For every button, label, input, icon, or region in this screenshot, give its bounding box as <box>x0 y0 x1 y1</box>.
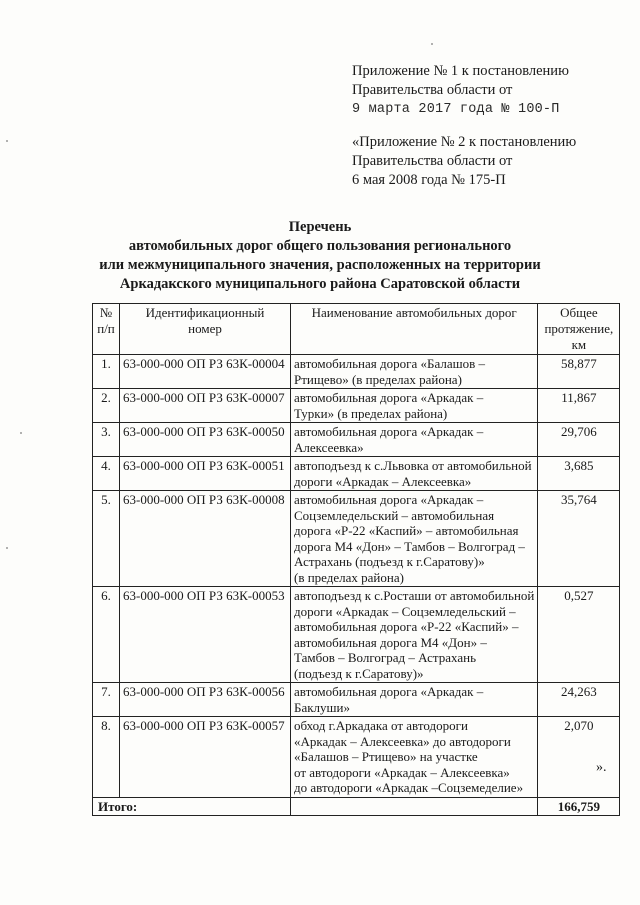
scan-speck <box>6 547 8 549</box>
row-number: 8. <box>93 717 120 798</box>
header-length-line-2: протяжение, <box>544 321 614 336</box>
road-name-line: от автодороги «Аркадак – Алексеевка» <box>294 764 510 780</box>
total-label: Итого: <box>93 797 291 816</box>
road-name-line: автомобильная дорога «Аркадак – <box>294 424 484 439</box>
row-length: 11,867 <box>538 389 620 423</box>
header-num-line-1: № <box>99 305 113 320</box>
road-name-line: автомобильная дорога «Аркадак – <box>294 492 484 507</box>
row-number: 2. <box>93 389 120 423</box>
row-identifier: 63-000-000 ОП РЗ 63К-00057 <box>120 717 291 798</box>
row-length: 0,527 <box>538 587 620 683</box>
road-name-line: автомобильная дорога «Аркадак – <box>294 390 484 405</box>
table-row <box>93 587 620 683</box>
title-line-4: Аркадакского муниципального района Саратовской области <box>119 276 521 292</box>
road-name-line: Турки» (в пределах района) <box>294 405 448 421</box>
appendix-1-header <box>352 62 569 119</box>
row-identifier: 63-000-000 ОП РЗ 63К-00004 <box>120 355 291 389</box>
table-total-row <box>93 797 620 816</box>
row-road-name <box>291 717 538 798</box>
table-row <box>93 423 620 457</box>
road-name-line: Баклуши» <box>294 699 351 715</box>
total-value: 166,759 <box>538 797 620 816</box>
header-length-line-3: км <box>571 337 587 352</box>
appendix-2-header <box>352 133 576 190</box>
row-length: 2,070 <box>538 717 620 798</box>
row-number: 7. <box>93 683 120 717</box>
table-row <box>93 491 620 587</box>
road-name-line: «Аркадак – Алексеевка» до автодороги <box>294 733 511 749</box>
header-id-line-1: Идентификационный <box>145 305 265 320</box>
table-row <box>93 355 620 389</box>
road-name-line: автомобильная дорога «Р-22 «Каспий» – <box>294 619 519 634</box>
table-row <box>93 389 620 423</box>
row-road-name <box>291 423 538 457</box>
road-name-line: автоподъезд к с.Росташи от автомобильной <box>294 588 535 603</box>
header-name <box>291 304 538 355</box>
total-empty-cell <box>291 797 538 816</box>
road-name-line: дорога М4 «Дон» – Тамбов – Волгоград – <box>294 538 525 554</box>
appendix-2-line-3: 6 мая 2008 года № 175-П <box>352 172 506 188</box>
table-row <box>93 457 620 491</box>
row-road-name <box>291 389 538 423</box>
header-id <box>120 304 291 355</box>
road-name-line: автоподъезд к с.Львовка от автомобильной <box>294 458 532 473</box>
row-number: 5. <box>93 491 120 587</box>
road-name-line: Ртищево» (в пределах района) <box>294 371 462 387</box>
road-name-line: автомобильная дорога «Аркадак – <box>294 684 484 699</box>
header-length <box>538 304 620 355</box>
road-name-line: автомобильная дорога «Балашов – <box>294 356 485 371</box>
appendix-2-line-1: «Приложение № 2 к постановлению <box>352 134 577 150</box>
road-name-line: Алексеевка» <box>294 439 364 455</box>
scan-speck <box>6 140 8 142</box>
title-line-3: или межмуниципального значения, расположенных на территории <box>99 257 541 273</box>
closing-quote-mark: ». <box>596 760 607 775</box>
header-length-line-1: Общее <box>560 305 598 320</box>
header-name-text: Наименование автомобильных дорог <box>311 305 517 320</box>
road-name-line: до автодороги «Аркадак –Соцземеделие» <box>294 780 524 795</box>
row-road-name <box>291 587 538 683</box>
header-num-line-2: п/п <box>97 321 115 336</box>
row-road-name <box>291 683 538 717</box>
row-road-name <box>291 457 538 491</box>
row-length: 24,263 <box>538 683 620 717</box>
row-number: 3. <box>93 423 120 457</box>
road-name-line: автомобильная дорога М4 «Дон» – <box>294 634 487 650</box>
road-name-line: дороги «Аркадак – Соцземледельский – <box>294 603 516 619</box>
road-name-line: дорога «Р-22 «Каспий» – автомобильная <box>294 523 519 538</box>
table-header-row <box>93 304 620 355</box>
row-identifier: 63-000-000 ОП РЗ 63К-00008 <box>120 491 291 587</box>
appendix-1-line-2: Правительства области от <box>352 82 513 98</box>
row-length: 3,685 <box>538 457 620 491</box>
road-name-line: (подъезд к г.Саратову)» <box>294 665 424 681</box>
appendix-1-stamped-date: 9 марта 2017 года № 100-П <box>352 102 560 117</box>
row-identifier: 63-000-000 ОП РЗ 63К-00056 <box>120 683 291 717</box>
road-name-line: «Балашов – Ртищево» на участке <box>294 749 478 764</box>
row-identifier: 63-000-000 ОП РЗ 63К-00007 <box>120 389 291 423</box>
scan-speck <box>431 43 433 45</box>
header-num <box>93 304 120 355</box>
appendix-1-line-1: Приложение № 1 к постановлению <box>352 63 569 79</box>
row-identifier: 63-000-000 ОП РЗ 63К-00053 <box>120 587 291 683</box>
row-number: 4. <box>93 457 120 491</box>
scan-speck <box>20 432 22 434</box>
row-road-name <box>291 491 538 587</box>
road-name-line: Астрахань (подъезд к г.Саратову)» <box>294 554 485 569</box>
title-line-2: автомобильных дорог общего пользования регионального <box>128 238 512 254</box>
header-id-line-2: номер <box>188 321 222 336</box>
row-number: 6. <box>93 587 120 683</box>
road-name-line: обход г.Аркадака от автодороги <box>294 718 468 733</box>
road-name-line: дороги «Аркадак – Алексеевка» <box>294 473 472 489</box>
row-identifier: 63-000-000 ОП РЗ 63К-00050 <box>120 423 291 457</box>
appendix-2-line-2: Правительства области от <box>352 153 513 169</box>
row-length: 29,706 <box>538 423 620 457</box>
table-row <box>93 717 620 798</box>
title-line-1: Перечень <box>288 219 352 235</box>
document-title <box>0 218 640 294</box>
row-road-name <box>291 355 538 389</box>
row-length: 35,764 <box>538 491 620 587</box>
roads-table <box>92 303 620 816</box>
table-row <box>93 683 620 717</box>
road-name-line: Соцземледельский – автомобильная <box>294 507 495 523</box>
road-name-line: (в пределах района) <box>294 569 404 585</box>
row-number: 1. <box>93 355 120 389</box>
row-identifier: 63-000-000 ОП РЗ 63К-00051 <box>120 457 291 491</box>
row-length: 58,877 <box>538 355 620 389</box>
road-name-line: Тамбов – Волгоград – Астрахань <box>294 650 477 665</box>
